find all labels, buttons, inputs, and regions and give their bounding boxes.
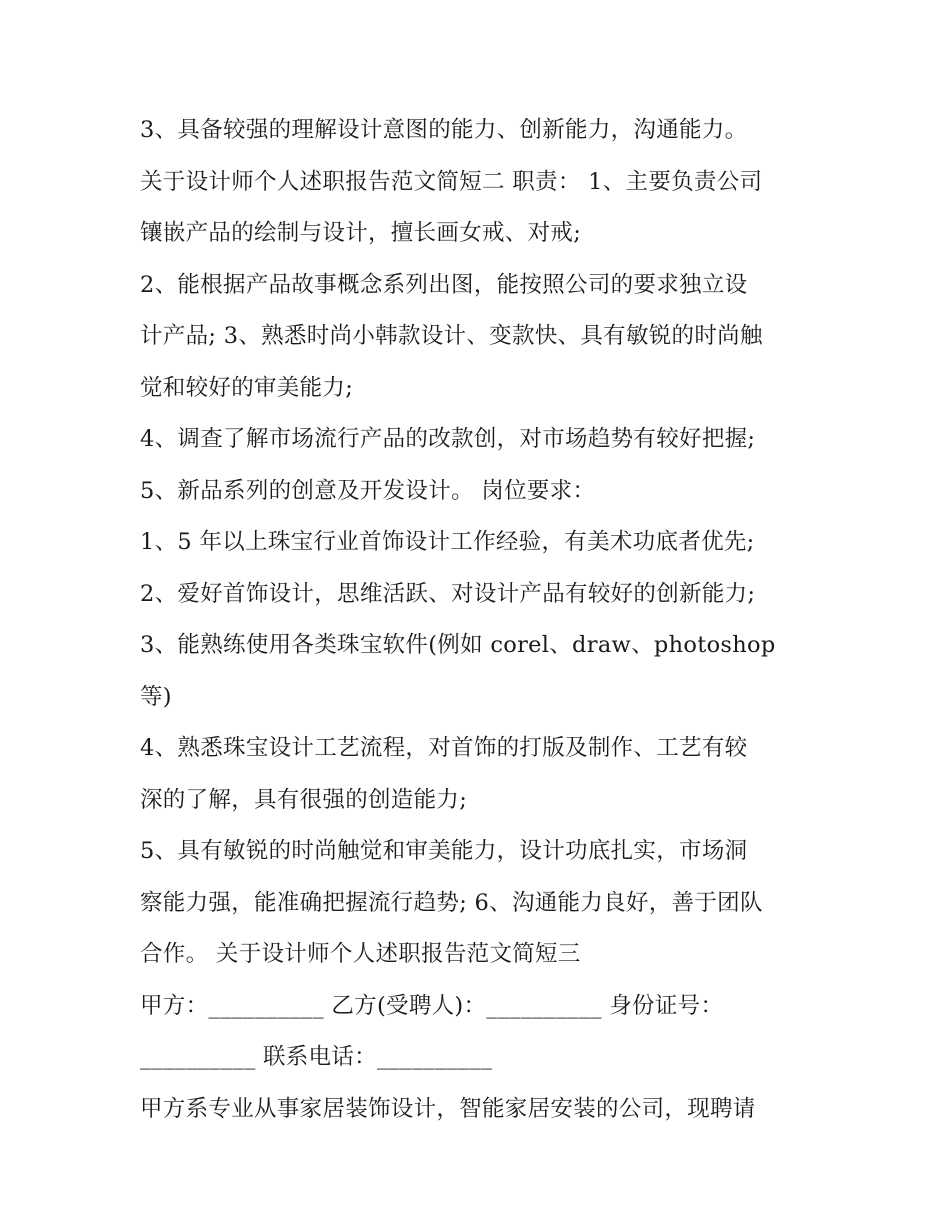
- text-line: 关于设计师个人述职报告范文简短二 职责： 1、主要负责公司: [140, 168, 763, 195]
- text-line: 5、具有敏锐的时尚触觉和审美能力，设计功底扎实，市场洞: [140, 838, 748, 864]
- text-line: 1、5 年以上珠宝行业首饰设计工作经验，有美术功底者优先;: [140, 529, 755, 555]
- text-line: 3、具备较强的理解设计意图的能力、创新能力，沟通能力。: [140, 117, 748, 143]
- text-line: 觉和较好的审美能力;: [140, 374, 354, 401]
- text-line: 计产品; 3、熟悉时尚小韩款设计、变款快、具有敏锐的时尚触: [140, 323, 763, 349]
- text-line: 等): [140, 683, 172, 710]
- contact-phone-line: __________ 联系电话：__________: [140, 1044, 493, 1070]
- text-line: 5、新品系列的创意及开发设计。 岗位要求：: [140, 477, 596, 504]
- text-line: 4、调查了解市场流行产品的改款创，对市场趋势有较好把握;: [140, 426, 756, 452]
- text-line: 2、爱好首饰设计，思维活跃、对设计产品有较好的创新能力;: [140, 580, 756, 607]
- text-line: 合作。 关于设计师个人述职报告范文简短三: [140, 941, 581, 967]
- text-line: 察能力强，能准确把握流行趋势; 6、沟通能力良好，善于团队: [140, 889, 763, 916]
- text-line: 4、熟悉珠宝设计工艺流程，对首饰的打版及制作、工艺有较: [140, 735, 748, 761]
- contract-parties-line: 甲方：__________ 乙方(受聘人)：__________ 身份证号：: [140, 992, 724, 1019]
- text-line: 2、能根据产品故事概念系列出图，能按照公司的要求独立设: [140, 271, 748, 298]
- text-line: 甲方系专业从事家居装饰设计，智能家居安装的公司，现聘请: [140, 1095, 756, 1122]
- text-line: 深的了解，具有很强的创造能力;: [140, 786, 468, 813]
- text-line: 镶嵌产品的绘制与设计，擅长画女戒、对戒;: [140, 220, 582, 246]
- text-line: 3、能熟练使用各类珠宝软件(例如 corel、draw、photoshop: [140, 632, 776, 658]
- document-body: [140, 105, 820, 1135]
